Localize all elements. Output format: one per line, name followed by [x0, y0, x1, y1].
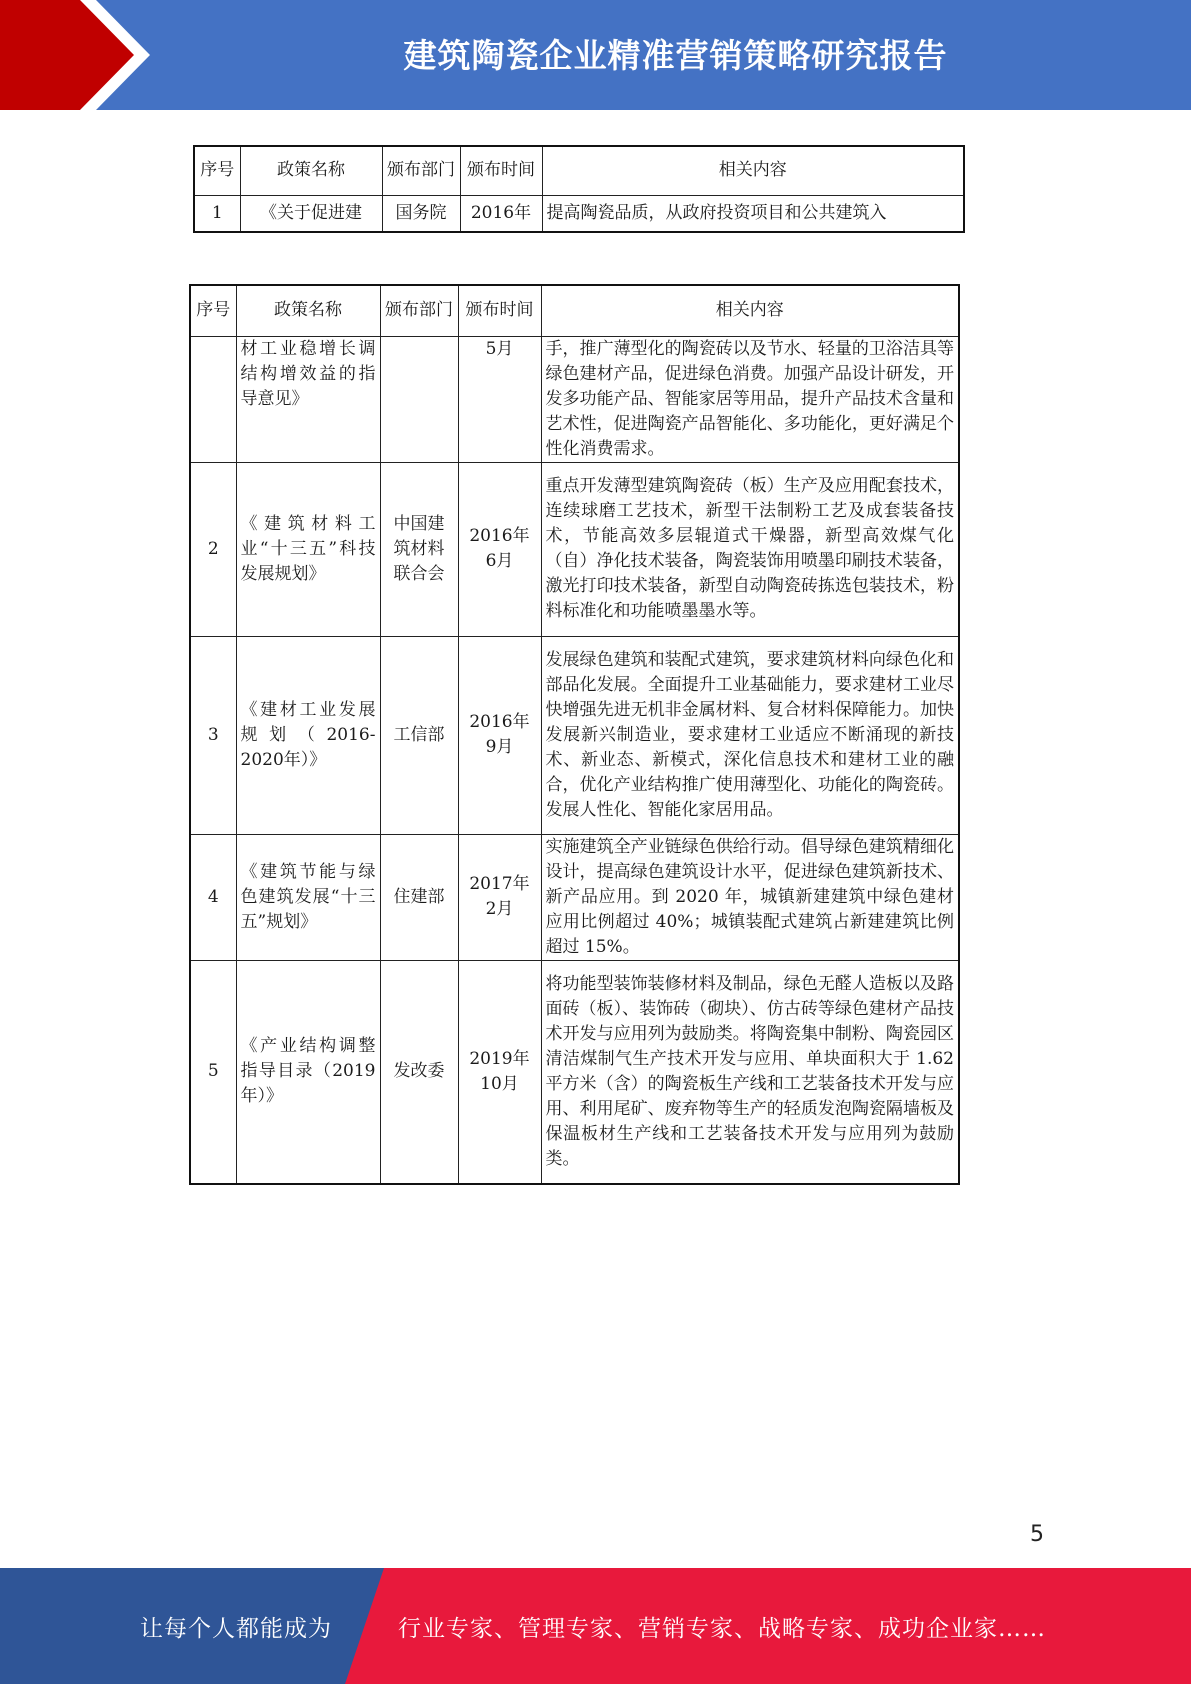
- cell-dept: 住建部: [380, 834, 458, 960]
- cell-dept: 国务院: [382, 195, 460, 232]
- cell-dept: 中国建筑材料联合会: [380, 462, 458, 636]
- report-header: [0, 0, 1191, 110]
- cell-no: 3: [190, 636, 236, 834]
- footer-slogan-left: 让每个人都能成为: [140, 1615, 332, 1642]
- cell-date: 2016年9月: [458, 636, 541, 834]
- cell-date: 2019年10月: [458, 960, 541, 1184]
- cell-content: 手，推广薄型化的陶瓷砖以及节水、轻量的卫浴洁具等绿色建材产品，促进绿色消费。加强产品设计研发，开发多功能产品、智能家居等用品，提升产品技术含量和艺术性，促进陶瓷产品智能化、多功能化，更好满足个性化消费需求。: [541, 336, 959, 462]
- cell-content: 提高陶瓷品质，从政府投资项目和公共建筑入: [542, 195, 964, 232]
- cell-no: 2: [190, 462, 236, 636]
- cell-no: [190, 336, 236, 462]
- table-row: [190, 960, 959, 1184]
- cell-date: 2016年6月: [458, 462, 541, 636]
- cell-content: 重点开发薄型建筑陶瓷砖（板）生产及应用配套技术，连续球磨工艺技术，新型干法制粉工艺及成套装备技术，节能高效多层辊道式干燥器，新型高效煤气化（自）净化技术装备，陶瓷装饰用喷墨印刷技术装备，激光打印技术装备，新型自动陶瓷砖拣选包装技术，粉料标准化和功能喷墨墨水等。: [541, 462, 959, 636]
- table-header-row: [190, 285, 959, 336]
- cell-content: 将功能型装饰装修材料及制品，绿色无醛人造板以及路面砖（板）、装饰砖（砌块）、仿古砖等绿色建材产品技术开发与应用列为鼓励类。将陶瓷集中制粉、陶瓷园区清洁煤制气生产技术开发与应用、单块面积大于 1.62 平方米（含）的陶瓷板生产线和工艺装备技术开发与应用、利用尾矿、废弃物等生产的轻质发泡陶瓷隔墙板及保温板材生产线和工艺装备技术开发与应用列为鼓励类。: [541, 960, 959, 1184]
- col-header-dept: 颁布部门: [380, 285, 458, 336]
- col-header-date: 颁布时间: [458, 285, 541, 336]
- table-row: [190, 636, 959, 834]
- policy-table-fragment: [193, 145, 965, 233]
- cell-name: 《产业结构调整指导目录（2019年）》: [236, 960, 380, 1184]
- cell-no: 1: [194, 195, 240, 232]
- table-row: [190, 834, 959, 960]
- cell-no: 5: [190, 960, 236, 1184]
- table-row: [194, 195, 964, 232]
- col-header-name: 政策名称: [236, 285, 380, 336]
- cell-name: 《关于促进建: [240, 195, 382, 232]
- footer-slogan-right: 行业专家、管理专家、营销专家、战略专家、成功企业家……: [398, 1615, 1046, 1642]
- cell-name: 《建材工业发展规划（2016-2020年）》: [236, 636, 380, 834]
- col-header-no: 序号: [190, 285, 236, 336]
- table-row: [190, 462, 959, 636]
- col-header-no: 序号: [194, 146, 240, 195]
- table-row: [190, 336, 959, 462]
- report-title: 建筑陶瓷企业精准营销策略研究报告: [403, 35, 948, 75]
- cell-name: 材工业稳增长调结构增效益的指导意见》: [236, 336, 380, 462]
- col-header-content: 相关内容: [542, 146, 964, 195]
- table-header-row: [194, 146, 964, 195]
- cell-content: 实施建筑全产业链绿色供给行动。倡导绿色建筑精细化设计，提高绿色建筑设计水平，促进绿色建筑新技术、新产品应用。到 2020 年，城镇新建建筑中绿色建材应用比例超过 40%；城镇装配式建筑占新建建筑比例超过 15%。: [541, 834, 959, 960]
- cell-dept: 工信部: [380, 636, 458, 834]
- cell-dept: [380, 336, 458, 462]
- cell-no: 4: [190, 834, 236, 960]
- cell-date: 2017年2月: [458, 834, 541, 960]
- cell-name: 《建筑材料工业“十三五”科技发展规划》: [236, 462, 380, 636]
- col-header-dept: 颁布部门: [382, 146, 460, 195]
- cell-name: 《建筑节能与绿色建筑发展“十三五”规划》: [236, 834, 380, 960]
- cell-dept: 发改委: [380, 960, 458, 1184]
- page-number: 5: [1030, 1522, 1044, 1547]
- policy-table: [189, 284, 960, 1185]
- cell-date: 5月: [458, 336, 541, 462]
- cell-date: 2016年: [460, 195, 542, 232]
- col-header-content: 相关内容: [541, 285, 959, 336]
- cell-content: 发展绿色建筑和装配式建筑，要求建筑材料向绿色化和部品化发展。全面提升工业基础能力，要求建材工业尽快增强先进无机非金属材料、复合材料保障能力。加快发展新兴制造业，要求建材工业适应不断涌现的新技术、新业态、新模式，深化信息技术和建材工业的融合，优化产业结构推广使用薄型化、功能化的陶瓷砖。发展人性化、智能化家居用品。: [541, 636, 959, 834]
- col-header-date: 颁布时间: [460, 146, 542, 195]
- col-header-name: 政策名称: [240, 146, 382, 195]
- report-footer: [0, 1568, 1191, 1684]
